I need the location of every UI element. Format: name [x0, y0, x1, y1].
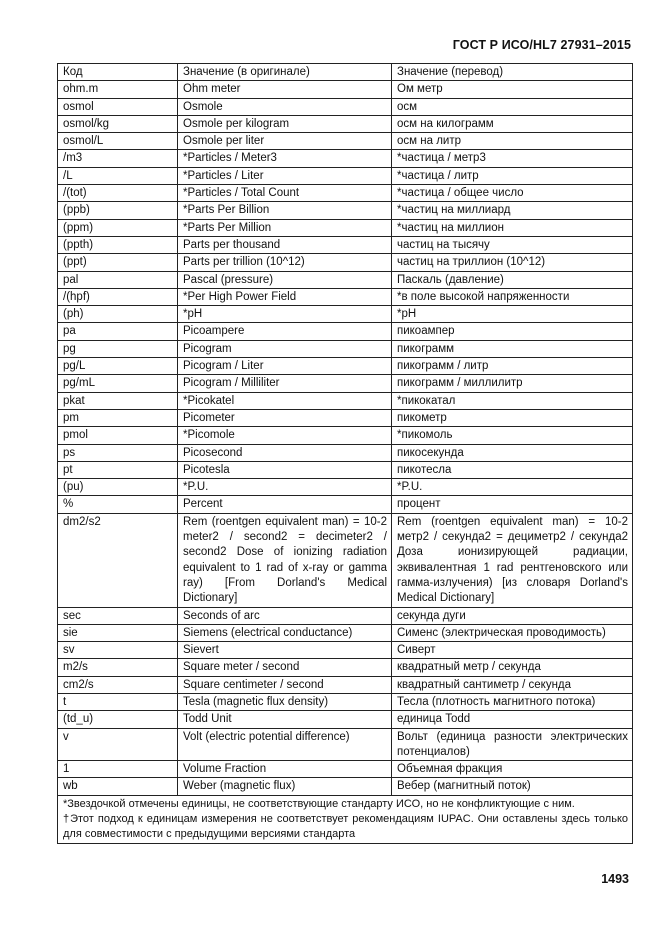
column-header-original: Значение (в оригинале) — [178, 64, 392, 81]
cell-translation: Вебер (магнитный поток) — [392, 778, 633, 795]
table-body — [58, 81, 633, 795]
cell-translation: пикосекунда — [392, 444, 633, 461]
cell-original: Percent — [178, 496, 392, 513]
cell-original: Rem (roentgen equivalent man) = 10-2 meter2 / second2 = decimeter2 / second2 Dose of ionizing radiation equivalent to 1 rad of x-ray or gamma ray) [From Dorland's Medical Dictionary] — [178, 513, 392, 607]
table-row — [58, 202, 633, 219]
cell-original: *Per High Power Field — [178, 288, 392, 305]
cell-code: /(tot) — [58, 185, 178, 202]
table-row — [58, 115, 633, 132]
table-row — [58, 427, 633, 444]
cell-translation: Ом метр — [392, 81, 633, 98]
cell-translation: Тесла (плотность магнитного потока) — [392, 693, 633, 710]
cell-original: *Picomole — [178, 427, 392, 444]
cell-translation: *P.U. — [392, 479, 633, 496]
cell-translation: квадратный метр / секунда — [392, 659, 633, 676]
cell-code: m2/s — [58, 659, 178, 676]
table-row — [58, 150, 633, 167]
cell-original: *Parts Per Billion — [178, 202, 392, 219]
cell-code: /L — [58, 167, 178, 184]
cell-code: sv — [58, 642, 178, 659]
cell-original: *Parts Per Million — [178, 219, 392, 236]
cell-original: *Particles / Liter — [178, 167, 392, 184]
cell-original: Seconds of arc — [178, 607, 392, 624]
cell-code: osmol/L — [58, 133, 178, 150]
cell-translation: пикограмм / литр — [392, 358, 633, 375]
column-header-translation: Значение (перевод) — [392, 64, 633, 81]
cell-translation: Объемная фракция — [392, 761, 633, 778]
table-row — [58, 624, 633, 641]
cell-original: *P.U. — [178, 479, 392, 496]
cell-original: Picotesla — [178, 461, 392, 478]
cell-translation: *частиц на миллиард — [392, 202, 633, 219]
cell-code: /m3 — [58, 150, 178, 167]
table-row — [58, 323, 633, 340]
cell-code: pmol — [58, 427, 178, 444]
document-code-header: ГОСТ Р ИСО/HL7 27931–2015 — [452, 38, 631, 52]
cell-original: Osmole per liter — [178, 133, 392, 150]
cell-translation: Сиверт — [392, 642, 633, 659]
cell-code: (ppb) — [58, 202, 178, 219]
cell-code: pkat — [58, 392, 178, 409]
cell-translation: пикометр — [392, 409, 633, 426]
cell-code: (ppm) — [58, 219, 178, 236]
table-row — [58, 254, 633, 271]
cell-original: Ohm meter — [178, 81, 392, 98]
cell-original: Picogram / Liter — [178, 358, 392, 375]
cell-original: Volt (electric potential difference) — [178, 728, 392, 761]
table-row — [58, 444, 633, 461]
cell-code: pal — [58, 271, 178, 288]
table-header-row — [58, 64, 633, 81]
table-row — [58, 392, 633, 409]
table-row — [58, 288, 633, 305]
table-row — [58, 375, 633, 392]
cell-code: pm — [58, 409, 178, 426]
cell-code: ohm.m — [58, 81, 178, 98]
cell-original: Picometer — [178, 409, 392, 426]
footnote-asterisk: *Звездочкой отмечены единицы, не соответствующие стандарту ИСО, но не конфликтующие с ним. — [63, 797, 575, 810]
cell-original: Sievert — [178, 642, 392, 659]
cell-code: % — [58, 496, 178, 513]
table-row — [58, 167, 633, 184]
cell-translation: частиц на тысячу — [392, 236, 633, 253]
cell-translation: *pH — [392, 306, 633, 323]
cell-code: cm2/s — [58, 676, 178, 693]
table-row — [58, 513, 633, 607]
cell-code: pg/mL — [58, 375, 178, 392]
cell-original: *Particles / Meter3 — [178, 150, 392, 167]
cell-code: sie — [58, 624, 178, 641]
footnote-dagger: †Этот подход к единицам измерения не соответствует рекомендациям IUPAC. Они оставлены здесь только для совместимости с предыдущими версиями стандарта — [63, 812, 628, 841]
cell-code: pg/L — [58, 358, 178, 375]
cell-code: t — [58, 693, 178, 710]
cell-code: (ppt) — [58, 254, 178, 271]
cell-translation: *частица / метр3 — [392, 150, 633, 167]
table-row — [58, 659, 633, 676]
table-row — [58, 81, 633, 98]
cell-code: dm2/s2 — [58, 513, 178, 607]
cell-code: (ppth) — [58, 236, 178, 253]
cell-code: (pu) — [58, 479, 178, 496]
cell-original: Square centimeter / second — [178, 676, 392, 693]
cell-code: pt — [58, 461, 178, 478]
table-row — [58, 496, 633, 513]
cell-original: *Particles / Total Count — [178, 185, 392, 202]
cell-translation: Rem (roentgen equivalent man) = 10-2 метр2 / секунда2 = дециметр2 / секунда2 Доза ионизирующей радиации, эквивалентная 1 rad рентгеновского или гамма-излучения) [из словаря Dorland's Medical Dictionary] — [392, 513, 633, 607]
cell-translation: Паскаль (давление) — [392, 271, 633, 288]
cell-translation: *в поле высокой напряженности — [392, 288, 633, 305]
cell-translation: *пикокатал — [392, 392, 633, 409]
footnotes-cell — [58, 795, 633, 844]
cell-translation: единица Todd — [392, 711, 633, 728]
cell-code: 1 — [58, 761, 178, 778]
cell-code: sec — [58, 607, 178, 624]
table-row — [58, 642, 633, 659]
cell-translation: осм на килограмм — [392, 115, 633, 132]
table-row — [58, 761, 633, 778]
table-row — [58, 409, 633, 426]
cell-translation: *пикомоль — [392, 427, 633, 444]
table-row — [58, 306, 633, 323]
cell-translation: осм на литр — [392, 133, 633, 150]
table-row — [58, 185, 633, 202]
table-row — [58, 271, 633, 288]
cell-original: Parts per thousand — [178, 236, 392, 253]
table-row — [58, 479, 633, 496]
table-row — [58, 461, 633, 478]
cell-original: Picosecond — [178, 444, 392, 461]
cell-translation: осм — [392, 98, 633, 115]
table-row — [58, 778, 633, 795]
cell-original: Picogram / Milliliter — [178, 375, 392, 392]
cell-translation: пикограмм / миллилитр — [392, 375, 633, 392]
footnote-row — [58, 795, 633, 844]
cell-original: Parts per trillion (10^12) — [178, 254, 392, 271]
cell-translation: Вольт (единица разности электрических потенциалов) — [392, 728, 633, 761]
cell-original: *Picokatel — [178, 392, 392, 409]
table-row — [58, 133, 633, 150]
cell-code: v — [58, 728, 178, 761]
cell-translation: процент — [392, 496, 633, 513]
cell-translation: *частица / литр — [392, 167, 633, 184]
cell-original: Osmole per kilogram — [178, 115, 392, 132]
table-row — [58, 98, 633, 115]
table-row — [58, 236, 633, 253]
table-row — [58, 607, 633, 624]
cell-original: Tesla (magnetic flux density) — [178, 693, 392, 710]
table-row — [58, 340, 633, 357]
cell-original: Square meter / second — [178, 659, 392, 676]
cell-translation: секунда дуги — [392, 607, 633, 624]
table-row — [58, 219, 633, 236]
cell-original: Weber (magnetic flux) — [178, 778, 392, 795]
cell-translation: *частица / общее число — [392, 185, 633, 202]
cell-code: pg — [58, 340, 178, 357]
cell-translation: пикотесла — [392, 461, 633, 478]
cell-code: (ph) — [58, 306, 178, 323]
cell-code: /(hpf) — [58, 288, 178, 305]
cell-translation: пикоампер — [392, 323, 633, 340]
cell-translation: Сименс (электрическая проводимость) — [392, 624, 633, 641]
cell-code: osmol/kg — [58, 115, 178, 132]
cell-original: Osmole — [178, 98, 392, 115]
cell-original: Todd Unit — [178, 711, 392, 728]
column-header-code: Код — [58, 64, 178, 81]
cell-original: *pH — [178, 306, 392, 323]
table-row — [58, 711, 633, 728]
table-row — [58, 728, 633, 761]
cell-code: wb — [58, 778, 178, 795]
cell-original: Pascal (pressure) — [178, 271, 392, 288]
table-row — [58, 676, 633, 693]
cell-translation: квадратный сантиметр / секунда — [392, 676, 633, 693]
cell-original: Picoampere — [178, 323, 392, 340]
cell-translation: частиц на триллион (10^12) — [392, 254, 633, 271]
cell-code: (td_u) — [58, 711, 178, 728]
cell-original: Picogram — [178, 340, 392, 357]
cell-code: pa — [58, 323, 178, 340]
table-row — [58, 693, 633, 710]
page-number: 1493 — [601, 872, 629, 886]
cell-original: Siemens (electrical conductance) — [178, 624, 392, 641]
cell-code: ps — [58, 444, 178, 461]
cell-code: osmol — [58, 98, 178, 115]
units-table — [57, 63, 633, 844]
table-row — [58, 358, 633, 375]
cell-translation: *частиц на миллион — [392, 219, 633, 236]
cell-original: Volume Fraction — [178, 761, 392, 778]
cell-translation: пикограмм — [392, 340, 633, 357]
